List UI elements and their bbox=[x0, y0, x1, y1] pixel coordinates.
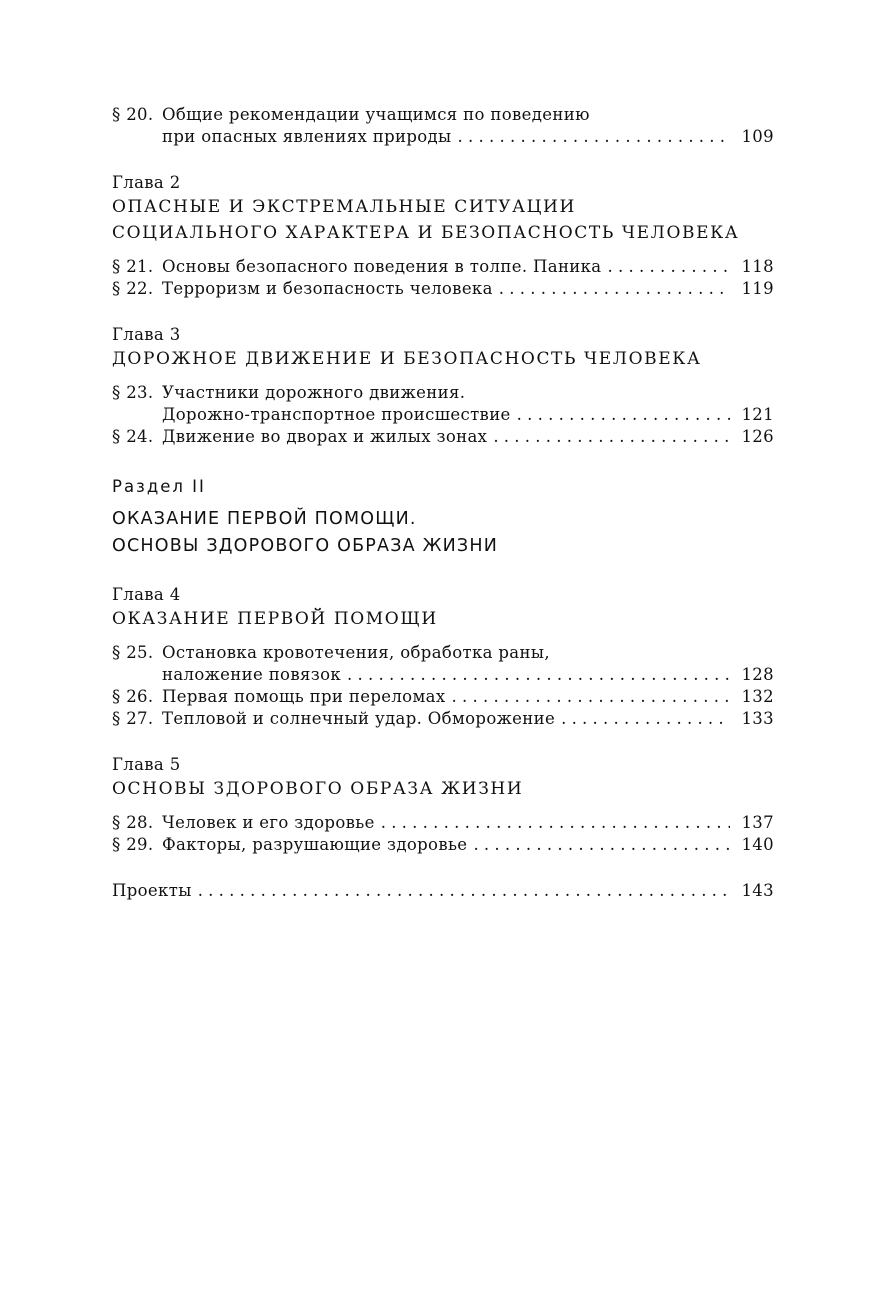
toc-entry-27[interactable] bbox=[112, 708, 774, 730]
dot-leader bbox=[473, 834, 730, 856]
chapter-title: ОКАЗАНИЕ ПЕРВОЙ ПОМОЩИ bbox=[112, 609, 438, 629]
chapter-label: Глава 2 bbox=[112, 173, 181, 192]
chapter-2-heading bbox=[112, 172, 774, 246]
entry-number: § 29. bbox=[112, 835, 154, 854]
toc-entry-24[interactable] bbox=[112, 426, 774, 448]
dot-leader bbox=[493, 426, 730, 448]
dot-leader bbox=[452, 686, 731, 708]
entry-title: Остановка кровотечения, обработка раны, bbox=[162, 643, 550, 662]
entry-title: Терроризм и безопасность человека bbox=[162, 279, 493, 298]
entry-title: Тепловой и солнечный удар. Обморожение bbox=[162, 709, 556, 728]
entry-title-continued: наложение повязок bbox=[162, 665, 342, 684]
chapter-label: Глава 4 bbox=[112, 585, 181, 604]
chapter-title: ДОРОЖНОЕ ДВИЖЕНИЕ И БЕЗОПАСНОСТЬ ЧЕЛОВЕКА bbox=[112, 349, 702, 369]
chapter-title-continued: СОЦИАЛЬНОГО ХАРАКТЕРА И БЕЗОПАСНОСТЬ ЧЕЛОВЕКА bbox=[112, 223, 740, 243]
entry-page-number: 140 bbox=[741, 835, 774, 854]
entry-title: Основы безопасного поведения в толпе. Паника bbox=[162, 257, 602, 276]
entry-page-number: 121 bbox=[741, 405, 774, 424]
chapter-3-heading bbox=[112, 324, 774, 372]
section-title: ОКАЗАНИЕ ПЕРВОЙ ПОМОЩИ. bbox=[112, 509, 417, 529]
entry-title: Первая помощь при переломах bbox=[162, 687, 446, 706]
dot-leader bbox=[198, 880, 730, 902]
toc-entry-23[interactable] bbox=[112, 382, 774, 426]
toc-entry-21[interactable] bbox=[112, 256, 774, 278]
section-title-continued: ОСНОВЫ ЗДОРОВОГО ОБРАЗА ЖИЗНИ bbox=[112, 536, 498, 556]
entry-page-number: 128 bbox=[741, 665, 774, 684]
entry-title-continued: Дорожно-транспортное происшествие bbox=[162, 405, 511, 424]
table-of-contents bbox=[112, 104, 774, 902]
dot-leader bbox=[381, 812, 730, 834]
section-label: Раздел II bbox=[112, 477, 206, 496]
section-2-heading bbox=[112, 476, 774, 560]
toc-entry-22[interactable] bbox=[112, 278, 774, 300]
chapter-5-heading bbox=[112, 754, 774, 802]
entry-title: Участники дорожного движения. bbox=[162, 383, 466, 402]
entry-title: Проекты bbox=[112, 881, 192, 900]
chapter-label: Глава 3 bbox=[112, 325, 181, 344]
entry-page-number: 109 bbox=[741, 127, 774, 146]
entry-title-continued: при опасных явлениях природы bbox=[162, 127, 452, 146]
chapter-label: Глава 5 bbox=[112, 755, 181, 774]
entry-title: Движение во дворах и жилых зонах bbox=[162, 427, 488, 446]
entry-number: § 24. bbox=[112, 427, 154, 446]
dot-leader bbox=[517, 404, 730, 426]
dot-leader bbox=[458, 126, 730, 148]
toc-entry-20[interactable] bbox=[112, 104, 774, 148]
entry-number: § 23. bbox=[112, 383, 154, 402]
toc-entry-26[interactable] bbox=[112, 686, 774, 708]
entry-title: Общие рекомендации учащимся по поведению bbox=[162, 105, 590, 124]
chapter-title: ОПАСНЫЕ И ЭКСТРЕМАЛЬНЫЕ СИТУАЦИИ bbox=[112, 197, 576, 217]
entry-number: § 26. bbox=[112, 687, 154, 706]
entry-page-number: 118 bbox=[741, 257, 774, 276]
entry-title: Факторы, разрушающие здоровье bbox=[162, 835, 468, 854]
dot-leader bbox=[347, 664, 730, 686]
entry-page-number: 119 bbox=[741, 279, 774, 298]
chapter-4-heading bbox=[112, 584, 774, 632]
entry-number: § 21. bbox=[112, 257, 154, 276]
chapter-title: ОСНОВЫ ЗДОРОВОГО ОБРАЗА ЖИЗНИ bbox=[112, 779, 524, 799]
toc-entry-projects[interactable] bbox=[112, 880, 774, 902]
toc-entry-25[interactable] bbox=[112, 642, 774, 686]
dot-leader bbox=[561, 708, 730, 730]
toc-entry-28[interactable] bbox=[112, 812, 774, 834]
entry-page-number: 126 bbox=[741, 427, 774, 446]
entry-page-number: 143 bbox=[741, 881, 774, 900]
entry-number: § 25. bbox=[112, 643, 154, 662]
entry-number: § 27. bbox=[112, 709, 154, 728]
dot-leader bbox=[608, 256, 731, 278]
entry-page-number: 132 bbox=[741, 687, 774, 706]
entry-number: § 22. bbox=[112, 279, 154, 298]
dot-leader bbox=[499, 278, 730, 300]
entry-page-number: 133 bbox=[741, 709, 774, 728]
entry-number: § 20. bbox=[112, 105, 154, 124]
entry-title: Человек и его здоровье bbox=[162, 813, 375, 832]
toc-entry-29[interactable] bbox=[112, 834, 774, 856]
entry-page-number: 137 bbox=[741, 813, 774, 832]
entry-number: § 28. bbox=[112, 813, 154, 832]
